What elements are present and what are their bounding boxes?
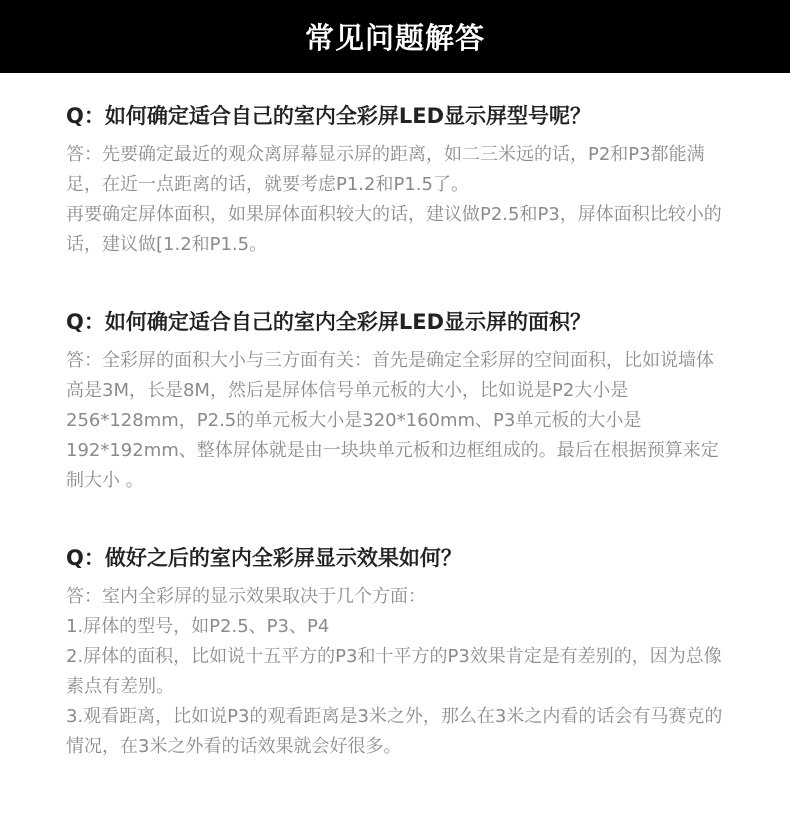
faq-question: Q：如何确定适合自己的室内全彩屏LED显示屏型号呢？ (66, 104, 592, 128)
faq-answer-paragraph: 1.屏体的型号，如P2.5、P3、P4 (66, 616, 330, 637)
page-title: 常见问题解答 (304, 21, 485, 55)
faq-answer-paragraph: 再要确定屏体面积，如果屏体面积较大的话，建议做P2.5和P3，屏体面积比较小的话，建议做[1.2和P1.5。 (66, 204, 722, 255)
faq-item (66, 308, 726, 496)
faq-item (66, 102, 726, 260)
faq-item (66, 544, 726, 762)
faq-answer-paragraph: 3.观看距离，比如说P3的观看距离是3米之外，那么在3米之内看的话会有马赛克的情况，在3米之外看的话效果就会好很多。 (66, 706, 723, 757)
page-header (0, 0, 790, 73)
faq-answer-paragraph: 答：全彩屏的面积大小与三方面有关：首先是确定全彩屏的空间面积，比如说墙体高是3M，长是8M，然后是屏体信号单元板的大小，比如说是P2大小是256*128mm，P2.5的单元板大小是320*160mm、P3单元板的大小是192*192mm、整体屏体就是由一块块单元板和边框组成的。最后在根据预算来定制大小 。 (66, 350, 719, 491)
faq-question: Q：如何确定适合自己的室内全彩屏LED显示屏的面积？ (66, 310, 592, 334)
faq-answer-paragraph: 答：先要确定最近的观众离屏幕显示屏的距离，如二三米远的话，P2和P3都能满足，在近一点距离的话，就要考虑P1.2和P1.5了。 (66, 144, 705, 195)
faq-answer (66, 346, 726, 496)
faq-question: Q：做好之后的室内全彩屏显示效果如何？ (66, 546, 462, 570)
faq-answer (66, 582, 726, 762)
faq-answer (66, 140, 726, 260)
faq-answer-paragraph: 2.屏体的面积，比如说十五平方的P3和十平方的P3效果肯定是有差别的，因为总像素点有差别。 (66, 646, 722, 697)
faq-answer-paragraph: 答：室内全彩屏的显示效果取决于几个方面： (66, 586, 426, 607)
